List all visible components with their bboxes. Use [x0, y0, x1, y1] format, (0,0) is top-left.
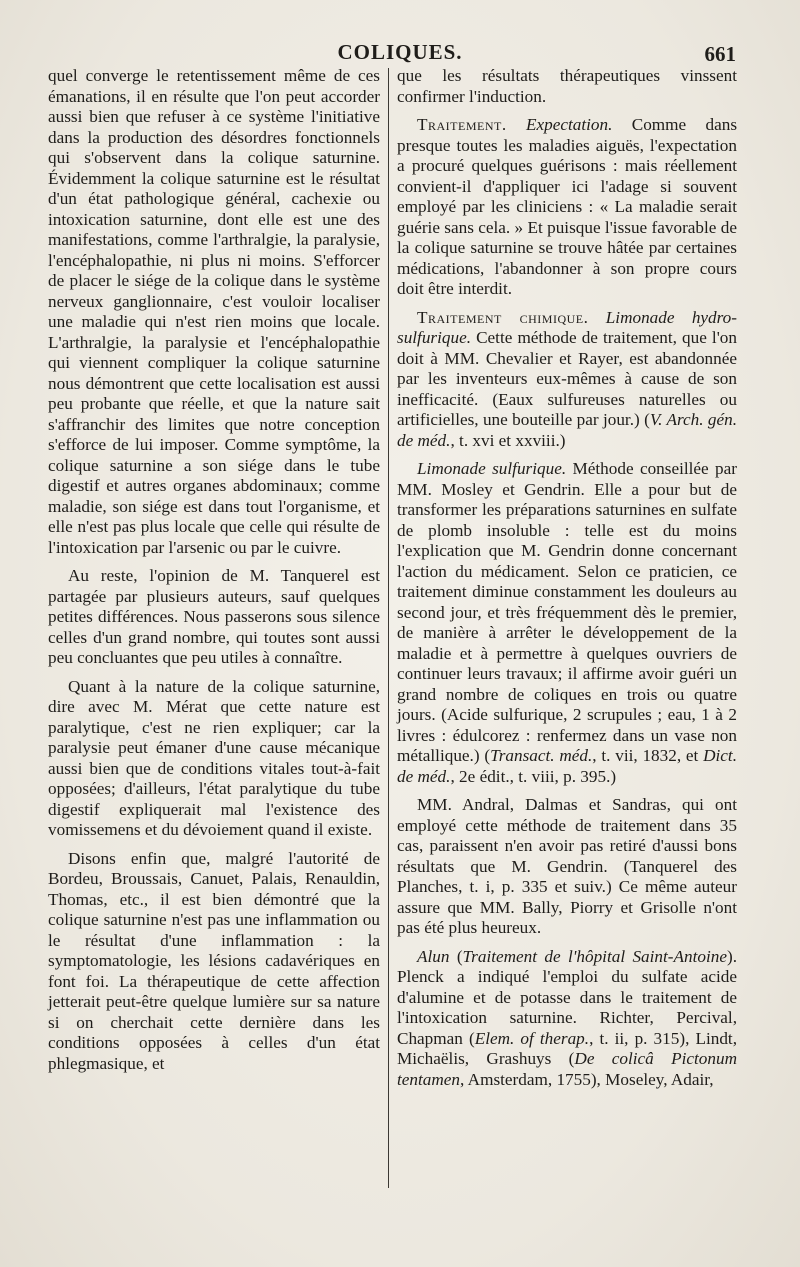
paragraph-text: , t. ii, p. 315), Lindt, Michaëlis, Grashuys (: [397, 1028, 737, 1068]
citation: De colicâ Pictonum tentamen: [397, 1049, 737, 1089]
paragraph-text: ). Plenck a indiqué l'emploi du sulfate acide d'alumine et de potasse dans le traitement de l'intoxication saturnine. Richter, Percival, Chapman (: [397, 946, 737, 1048]
section-title: Limonade sulfurique.: [417, 459, 567, 478]
paragraph: Quant à la nature de la colique saturnine, dire avec M. Mérat que cette nature est paralytique, c'est ne rien expliquer; car la paralysie peut émaner d'une cause mécanique aussi bien que de conditions vitales tout-à-fait opposées; d'ailleurs, l'état paralytique du tube digestif expliquerait mal l'existence des vomissemens et du dévoiement quand il existe.: [48, 676, 380, 839]
paragraph: quel converge le retentissement même de ces émanations, il en résulte que l'on peut accorder aussi bien que refuser à ce système l'initiative dans la production des désordres fonctionnels qui s'observent dans la colique saturnine. Évidemment la colique saturnine est le résultat d'un état pathologique général, cachexie ou intoxication saturnine, dont elle est une des manifestations, comme l'arthralgie, la paralysie, l'encéphalopathie, ni plus ni moins. S'efforcer de placer le siége de la colique dans le système nerveux ganglionnaire, c'est vouloir localiser une maladie qui n'est rien moins que locale. L'arthralgie, la paralysie et l'encéphalopathie qui viennent compliquer la colique saturnine nous démontrent que cette localisation est aussi peu probante que réelle, et que la nature sait s'affranchir des limites que notre conception s'efforce de lui imposer. Comme symptôme, la colique saturnine a son siége dans le tube digestif et autres organes abdominaux; comme maladie, son siége est dans tout l'organisme, et elle n'est pas plus locale que celle qui résulte de l'intoxication par l'arsenic ou par le cuivre.: [48, 66, 380, 557]
paragraph: que les résultats thérapeutiques vinssent confirmer l'induction.: [397, 66, 737, 106]
paragraph: Au reste, l'opinion de M. Tanquerel est partagée par plusieurs auteurs, sauf quelques petites différences. Nous passerons sous silence celles d'un grand nombre, qui toutes sont aussi peu concluantes que peu utiles à connaître.: [48, 566, 380, 667]
column-divider: [388, 68, 389, 1188]
paragraph-text: , 2e édit., t. viii, p. 395.): [450, 766, 617, 786]
paragraph-text: Méthode conseillée par MM. Mosley et Gendrin. Elle a pour but de transformer les préparations saturnines en sulfate de plomb insoluble : telle est du moins l'explication que M. Gendrin donne concernant l'action du médicament. Selon ce praticien, ce traitement diminue constamment les douleurs au second jour, et très fréquemment dès le premier, de manière à arrêter le développement de la maladie et à permettre à quelques ouvriers de continuer leurs travaux; il affirme avoir guéri un grand nombre de coliques en trois ou quatre jours. (Acide sulfurique, 2 scrupules ; eau, 1 à 2 livres : édulcorez : renfermez dans un vase non métallique.) (: [397, 459, 737, 765]
section-subtitle: Traitement de l'hôpital Saint-Antoine: [462, 946, 727, 966]
paragraph-traitement-chimique: [397, 308, 737, 452]
paragraph-alun: [397, 947, 737, 1091]
right-column: [397, 66, 737, 1098]
section-title: Limonade hydro-sulfurique.: [397, 307, 737, 347]
citation: Elem. of therap.: [474, 1028, 590, 1048]
paragraph-text: (: [449, 946, 463, 966]
citation: Transact. méd.: [490, 746, 593, 765]
running-title: COLIQUES.: [337, 40, 463, 64]
paragraph-text: , Amsterdam, 1755), Moseley, Adair,: [460, 1069, 714, 1089]
section-title: Expectation.: [525, 115, 613, 134]
section-title: Alun: [417, 946, 450, 966]
paragraph-text: Cette méthode de traitement, que l'on doit à MM. Chevalier et Rayer, est abandonnée par les inventeurs eux-mêmes à cause de son inefficacité. (Eaux sulfureuses naturelles ou artificielles, une bouteille par jour.) (: [397, 328, 737, 429]
paragraph-text: , t. xvi et xxviii.): [450, 430, 566, 450]
left-column: [48, 66, 380, 1082]
paragraph-expectation: [397, 115, 737, 300]
paragraph: MM. Andral, Dalmas et Sandras, qui ont employé cette méthode de traitement dans 35 cas, paraissent n'en avoir pas retiré d'aussi bons résultats que M. Gendrin. (Tanquerel des Planches, t. i, p. 335 et suiv.) Ce même auteur assure que MM. Bally, Piorry et Grisolle n'ont pas été plus heureux.: [397, 795, 737, 937]
page-number: 661: [704, 42, 736, 66]
section-heading: Traitement.: [417, 115, 507, 134]
paragraph: Disons enfin que, malgré l'autorité de Bordeu, Broussais, Canuet, Palais, Renauldin, Thomas, etc., il est bien démontré que la colique saturnine n'est pas une inflammation ou le résultat d'une inflammation : la symptomatologie, les lésions cadavériques en font foi. La thérapeutique de cette affection jetterait peut-être quelque lumière sur sa nature si on cherchait cette dernière dans les conditions opposées à celles d'un état phlegmasique, et: [48, 848, 380, 1073]
section-heading: Traitement chimique.: [417, 307, 589, 327]
citation: Dict. de méd.: [397, 746, 737, 786]
citation: V. Arch. gén. de méd.: [397, 410, 737, 450]
paragraph-text: Comme dans presque toutes les maladies aiguës, l'expectation a procuré quelques guérisons : mais réellement convient-il d'appliquer ici l'adage si souvent employé par les cliniciens : « La maladie serait guérie sans cela. » Et puisque l'issue favorable de la colique saturnine se trouve hâtée par certaines médications, l'abandonner à son propre cours doit être interdit.: [397, 115, 738, 298]
paragraph-text: , t. vii, 1832, et: [592, 746, 704, 765]
paragraph-limonade-sulfurique: [397, 459, 737, 787]
